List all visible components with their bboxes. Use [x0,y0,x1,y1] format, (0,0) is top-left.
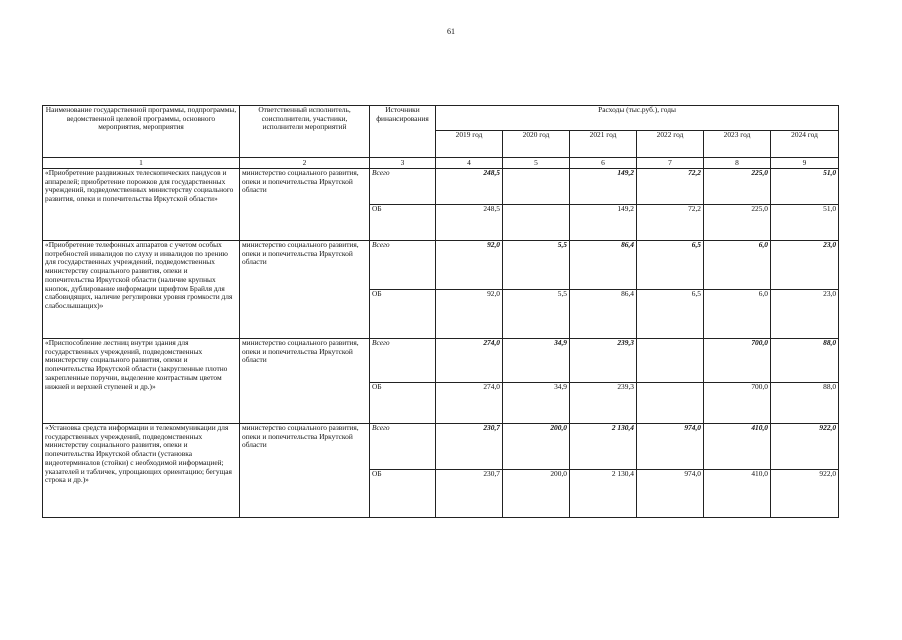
total-value: 5,5 [503,241,570,290]
measure-executor: министерство социального развития, опеки и попечительства Иркутской области [240,424,370,518]
total-value [503,169,570,205]
header-year: 2023 год [704,131,771,158]
table-row-total [43,339,839,383]
ob-value: 88,0 [771,383,839,424]
column-number: 9 [771,158,839,169]
measure-executor: министерство социального развития, опеки и попечительства Иркутской области [240,169,370,241]
column-number: 6 [570,158,637,169]
measure-name: «Приспособление лестниц внутри здания для государственных учреждений, подведомственных министерству социального развития, опеки и попечительства Иркутской области (закругленные плотно закрепленные поручни, выделение контрастным цветом нижней и верхней ступеней и др.)» [43,339,240,424]
header-year: 2020 год [503,131,570,158]
total-value: 6,0 [704,241,771,290]
total-value: 410,0 [704,424,771,470]
source-ob-label: ОБ [370,383,436,424]
ob-value: 239,3 [570,383,637,424]
header-executor: Ответственный исполнитель, соисполнители, участники, исполнители мероприятий [240,106,370,158]
total-value: 149,2 [570,169,637,205]
header-source: Источники финансирования [370,106,436,158]
total-value: 225,0 [704,169,771,205]
total-value: 72,2 [637,169,704,205]
ob-value: 248,5 [436,205,503,241]
page-number: 61 [447,27,455,36]
column-number: 1 [43,158,240,169]
source-total-label: Всего [370,339,436,383]
ob-value: 700,0 [704,383,771,424]
header-year: 2019 год [436,131,503,158]
header-year: 2024 год [771,131,839,158]
header-name: Наименование государственной программы, подпрограммы, ведомственной целевой программы, основного мероприятия, мероприятия [43,106,240,158]
total-value: 51,0 [771,169,839,205]
ob-value: 225,0 [704,205,771,241]
column-number: 4 [436,158,503,169]
total-value: 23,0 [771,241,839,290]
column-number: 3 [370,158,436,169]
total-value: 2 130,4 [570,424,637,470]
measure-name: «Приобретение телефонных аппаратов с учетом особых потребностей инвалидов по слуху и инвалидов по зрению для государственных учреждений, подведомственных министерству социального развития, опеки и попечительства Иркутской области (наличие крупных кнопок, дублирование информации шрифтом Брайля для слабовидящих, наличие регулировки уровня громкости для слабослышащих)» [43,241,240,339]
ob-value: 92,0 [436,290,503,339]
column-number: 8 [704,158,771,169]
ob-value: 922,0 [771,470,839,518]
table-row-total [43,169,839,205]
measure-name: «Приобретение раздвижных телескопических пандусов и аппарелей; приобретение порожков для государственных учреждений, подведомственных министерству социального развития, опеки и попечительства Иркутской области» [43,169,240,241]
header-year: 2022 год [637,131,704,158]
source-total-label: Всего [370,424,436,470]
source-ob-label: ОБ [370,470,436,518]
ob-value: 2 130,4 [570,470,637,518]
measure-name: «Установка средств информации и телекоммуникации для государственных учреждений, подведомственных министерству социального развития, опеки и попечительства Иркутской области (установка видеотерминалов (стойки) с необходимой информацией; указателей и табличек, упрощающих ориентацию; бегущая строка и др.)» [43,424,240,518]
total-value: 974,0 [637,424,704,470]
total-value: 200,0 [503,424,570,470]
column-number: 5 [503,158,570,169]
total-value: 88,0 [771,339,839,383]
expenses-table [42,105,839,518]
total-value [637,339,704,383]
total-value: 34,9 [503,339,570,383]
source-ob-label: ОБ [370,290,436,339]
total-value: 86,4 [570,241,637,290]
ob-value: 51,0 [771,205,839,241]
ob-value: 6,0 [704,290,771,339]
ob-value [637,383,704,424]
column-number: 7 [637,158,704,169]
ob-value: 149,2 [570,205,637,241]
ob-value: 86,4 [570,290,637,339]
ob-value: 34,9 [503,383,570,424]
total-value: 922,0 [771,424,839,470]
ob-value: 274,0 [436,383,503,424]
ob-value: 410,0 [704,470,771,518]
total-value: 6,5 [637,241,704,290]
column-number-row [43,158,839,169]
column-number: 2 [240,158,370,169]
total-value: 239,3 [570,339,637,383]
total-value: 274,0 [436,339,503,383]
ob-value: 200,0 [503,470,570,518]
measure-executor: министерство социального развития, опеки и попечительства Иркутской области [240,339,370,424]
ob-value: 23,0 [771,290,839,339]
table-row-total [43,424,839,470]
ob-value: 72,2 [637,205,704,241]
header-year: 2021 год [570,131,637,158]
total-value: 92,0 [436,241,503,290]
header-expenses: Расходы (тыс.руб.), годы [436,106,839,131]
source-total-label: Всего [370,241,436,290]
total-value: 230,7 [436,424,503,470]
ob-value: 5,5 [503,290,570,339]
ob-value: 6,5 [637,290,704,339]
ob-value [503,205,570,241]
total-value: 700,0 [704,339,771,383]
ob-value: 974,0 [637,470,704,518]
ob-value: 230,7 [436,470,503,518]
total-value: 248,5 [436,169,503,205]
source-ob-label: ОБ [370,205,436,241]
table-row-total [43,241,839,290]
measure-executor: министерство социального развития, опеки и попечительства Иркутской области [240,241,370,339]
source-total-label: Всего [370,169,436,205]
